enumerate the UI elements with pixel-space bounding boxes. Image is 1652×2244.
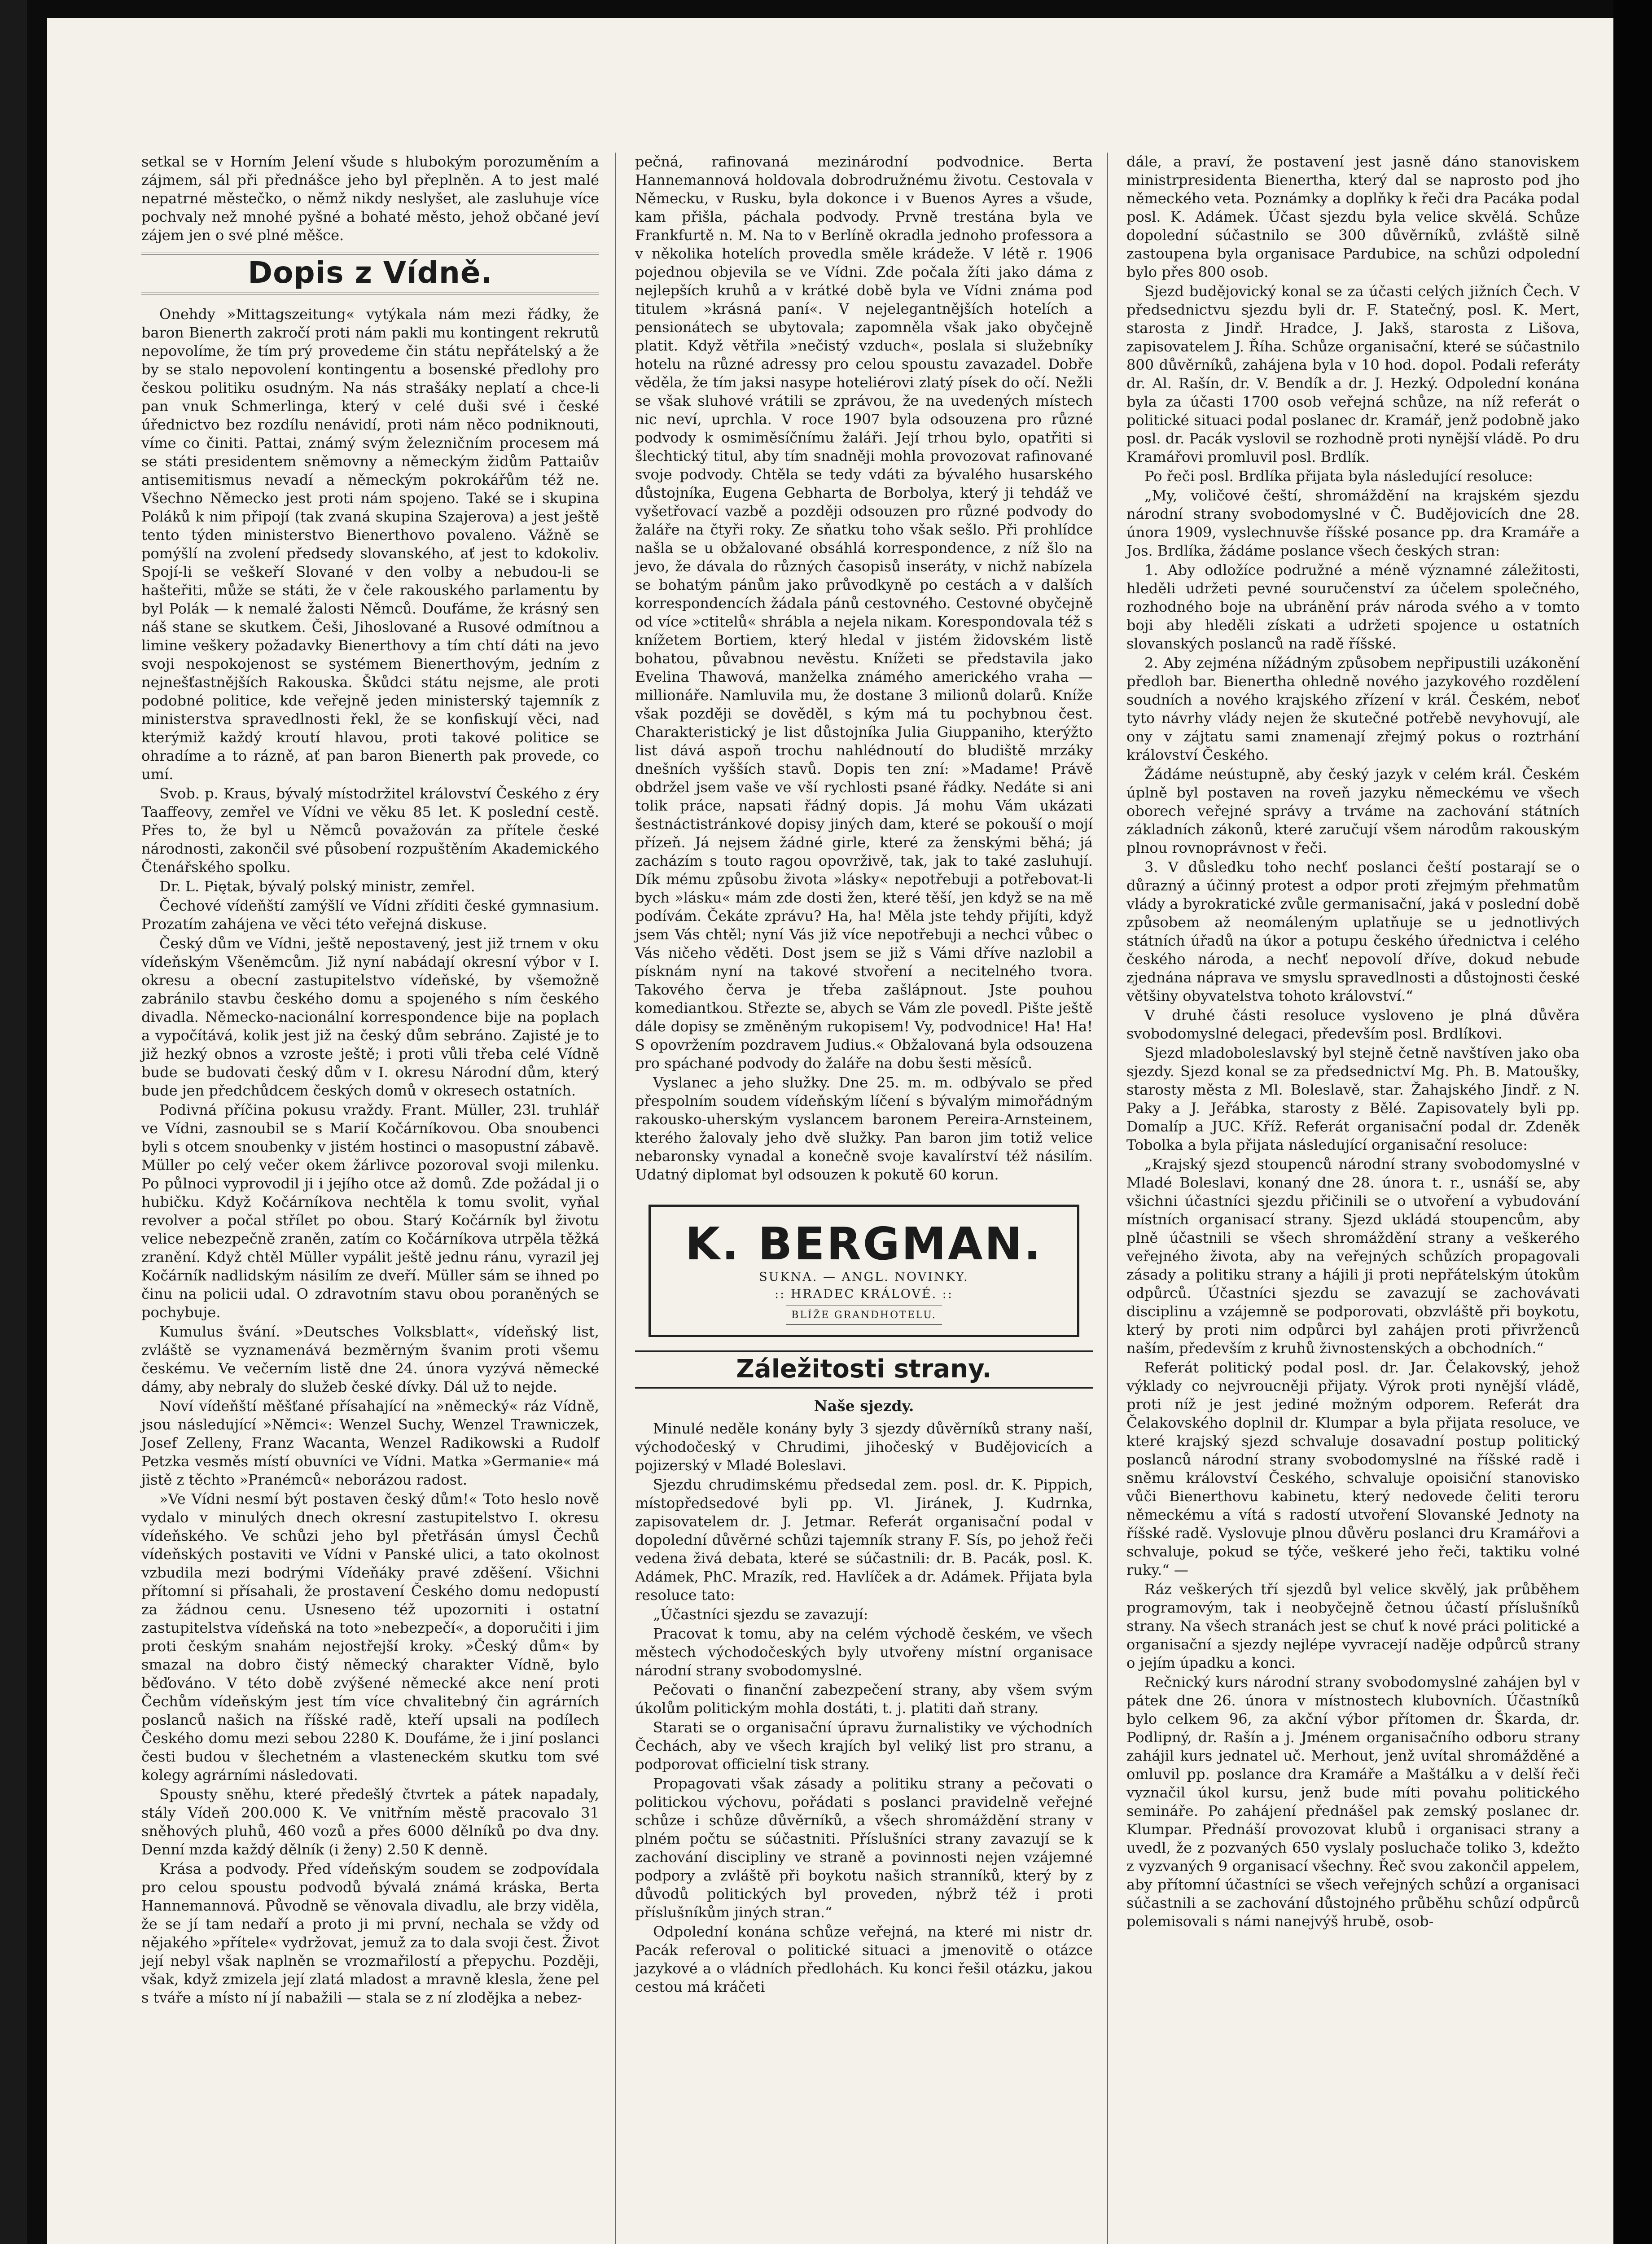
- scan-border-right: [1613, 0, 1652, 2244]
- article-paragraph: „Krajský sjezd stoupenců národní strany svobodomyslné v Mladé Boleslavi, konaný dne 28. února t. r., usnáší se, aby všichni účastníci sjezdu přičinili se o utvoření a vybudování místních organisací strany. Sjezd ukládá stoupencům, aby plně účastnili se všech shromáždění strany a veškerého veřejného života, aby na veřejných schůzích propagovali zásady a politiku strany a hájili ji proti nepřátelským útokům odpůrců. Účastníci sjezdu se zavazují se zachovávati disciplinu a vzájemně se podporovati, obzvláště při boykotu, který by proti nim odpůrci byl zahájen proti přivrženců naším, především z kruhů živnostenských a obchodních.“: [1126, 1156, 1580, 1357]
- article-paragraph: Pečovati o finanční zabezpečení strany, aby všem svým úkolům politickým mohla dostáti, t. j. platiti daň strany.: [635, 1681, 1093, 1717]
- newspaper-page: [47, 18, 1613, 2244]
- article-paragraph: Čechové vídeňští zamýšlí ve Vídni zříditi české gymnasium. Prozatím zahájena ve věci této veřejná diskuse.: [141, 897, 599, 933]
- ad-goods: SUKNA. — ANGL. NOVINKY.: [759, 1270, 969, 1284]
- article-paragraph: dále, a praví, že postavení jest jasně dáno stanoviskem ministrpresidenta Bienertha, který dal se naprosto pod jho německého veta. Poznámky a doplňky k řeči dra Pacáka podal posl. K. Adámek. Účast sjezdu byla velice skvělá. Schůze dopolední súčastnilo se 300 důvěrníků, zvláště silně zastoupena byla organisace Pardubice, na schůzi odpolední bylo přes 800 osob.: [1126, 153, 1580, 280]
- article-paragraph: Spousty sněhu, které předešlý čtvrtek a pátek napadaly, stály Vídeň 200.000 K. Ve vnitřním městě pracovalo 31 sněhových pluhů, 460 vozů a přes 6000 dělníků po dva dny. Denní mzda každý dělník (i ženy) 2.50 K denně.: [141, 1786, 599, 1858]
- intro-paragraph: setkal se v Horním Jelení všude s hlubokým porozuměním a zájmem, sál při přednášce jeho byl přeplněn. A to jest malé nepatrné městečko, o němž nikdy neslyšet, ale zasluhuje více pochvaly než mnohé pyšné a bohaté město, jehož občané jeví zájem jen o své plné měšce.: [141, 153, 599, 244]
- article-paragraph: Minulé neděle konány byly 3 sjezdy důvěrníků strany naší, východočeský v Chrudimi, jihočeský v Budějovicích a pojizerský v Mladé Boleslavi.: [635, 1420, 1093, 1474]
- article-paragraph: Starati se o organisační úpravu žurnalistiky ve východních Čechách, aby ve všech krajích byl veliký list pro stranu, a podporovat officielní tisk strany.: [635, 1719, 1093, 1773]
- article-paragraph: Vyslanec a jeho služky. Dne 25. m. m. odbývalo se před přespolním soudem vídeňským líčení s bývalým mimořádným rakousko-uherským vyslancem baronem Pereira-Arnsteinem, kterého žalovaly jeho dvě služky. Pan baron jim totiž velice nebaronsky vynadal a konečně svoje kavalírství též násilím. Udatný diplomat byl odsouzen k pokutě 60 korun.: [635, 1074, 1093, 1183]
- column-rule: [615, 153, 616, 2244]
- article-paragraph: Onehdy »Mittagszeitung« vytýkala nám mezi řádky, že baron Bienerth zakročí proti nám pakli mu kontingent rekrutů nepovolíme, že tím prý provedeme čin státu nepřátelský a že by se stalo nepovolení kontingentu a bosenské předlohy pro českou politiku osudným. Na nás strašáky neplatí a chce-li pan vnuk Schmerlinga, který v celé duši své i české úřednictvo bez rozdílu nenávidí, proti nám něco podniknouti, víme co činiti. Pattai, známý svým železničním procesem má se státi presidentem sněmovny a německým židům Pattaiův antisemitismus nevadí a německým pokrokářům též ne. Všechno Německo jest proti nám spojeno. Také se i skupina Poláků k nim připojí (tak zvaná skupina Szajerova) a jest ještě tento týden ministerstvo Bienerthovo povaleno. Vážně se pomýšlí na zvolení předsedy slovanského, ať jest to kdokoliv. Spojí-li se veškeří Slované v den volby a nebudou-li se hašteřiti, může se státi, že v čele rakouského parlamentu by byl Polák — k nemalé žalosti Němců. Doufáme, že krásný sen náš stane se skutkem. Češi, Jihoslované a Rusové odmítnou a limine veškery požadavky Bienerthovy a tím chtí dáti na jevo svoji nespokojenost se systémem Bienerthovým, jedním z nejnešťastnějších Rakouska. Škůdci státu nejsme, ale proti podobné politice, kde veřejně jeden ministerský tajemník z ministerstva spravedlnosti řekl, že se konfiskují věci, nad kterýmiž každý kroutí hlavou, proti takové politice se ohradíme a to rázně, ať pan baron Bienerth pak provede, co umí.: [141, 306, 599, 783]
- section-heading: Záležitosti strany.: [635, 1350, 1093, 1389]
- article-paragraph: Noví vídeňští měšťané přísahající na »německý« ráz Vídně, jsou následující »Němci«: Wenzel Suchy, Wenzel Trawniczek, Josef Zelleny, Franz Wacanta, Wenzel Radikowski a Rudolf Petzka vesměs místí obuvníci ve Vídni. Matka »Germanie« má jistě z těchto »Pranémců« neborázou radost.: [141, 1398, 599, 1488]
- article-paragraph: Sjezdu chrudimskému předsedal zem. posl. dr. K. Pippich, místopředsedové byli pp. Vl. Jiránek, J. Kudrnka, zapisovatelem dr. J. Jetmar. Referát organisační podal v dopolední důvěrné schůzi tajemník strany F. Sís, po jehož řeči vedena živá debata, které se súčastnili: dr. B. Pacák, posl. K. Adámek, PhC. Mrazík, red. Havlíček a dr. Adámek. Přijata byla resoluce tato:: [635, 1476, 1093, 1604]
- column-rule: [1107, 153, 1108, 2244]
- article-paragraph: „Účastníci sjezdu se zavazují:: [653, 1606, 868, 1623]
- article-paragraph: Ráz veškerých tří sjezdů byl velice skvělý, jak průběhem programovým, tak i neobyčejně četnou účastí příslušníků strany. Na všech stranách jest se chuť k nové práci politické a organisační a sjezdy nejlépe vyvracejí naděje odpůrců strany o jejím úpadku a konci.: [1126, 1581, 1580, 1671]
- article-paragraph: pečná, rafinovaná mezinárodní podvodnice. Berta Hannemannová holdovala dobrodružnému životu. Cestovala v Německu, v Rusku, byla dokonce i v Buenos Ayres a všude, kam přišla, páchala podvody. Prvně trestána byla ve Frankfurtě n. M. Na to v Berlíně okradla jednoho professora a v několika hotelích provedla směle krádeže. V létě r. 1906 pojednou objevila se ve Vídni. Zde počala žíti jako dáma z nejlepších kruhů a v krátké době byla ve Vídni známa pod titulem »krásná paní«. V nejelegantnějších hotelích a pensionátech se ubytovala; zapomněla však jako obyčejně platit. Když větřila »nečistý vzduch«, poslala si služebníky hotelu na různé adressy pro celou spoustu zavazadel. Dobře věděla, že tím jaksi nasype hoteliérovi zlatý písek do očí. Nežli se však sluhové vrátili se zprávou, že na uvedených místech nic neví, uprchla. V roce 1907 byla odsouzena pro různé podvody k osmiměsíčnímu žaláři. Její trhou bylo, opatřiti si šlechtický titul, aby tím snadněji mohla provozovat rafinované svoje podvody. Chtěla se tedy vdáti za bývalého husarského důstojníka, Eugena Gebharta de Borbolya, který ji tehdáž ve vyšetřovací vazbě a později odsouzen pro různé podvody do žaláře na čtyři roky. Ze sňatku toho však sešlo. Při prohlídce našla se u obžalované obsáhlá korrespondence, z níž šlo na jevo, že dávala do různých časopisů inseráty, v nichž nabízela se bohatým pánům jako průvodkyně po cestách a v dalších korrespondencích žádala pánů cestovného. Cestovné obyčejně od více »ctitelů« shrábla a nejela nikam. Korespondovala též s knížetem Bortiem, který hledal v jistém židovském listě bohatou, půvabnou nevěstu. Knížeti se představila jako Evelina Thawová, manželka známého amerického vraha — millionáře. Namluvila mu, že dostane 3 milionů dolarů. Kníže však později se dověděl, s kým má tu pochybnou čest. Charakteristický je list důstojníka Julia Giuppaniho, kterýžto list dává aspoň trochu nahlédnoutí do bludiště mrzáky dnešních vyšších stavů. Dopis ten zní: »Madame! Právě obdržel jsem vaše ve vší rychlosti psané řádky. Nedáte si ani tolik práce, napsati řádný dopis. Já mohu Vám ukázati šestnáctistránkové dopisy jiných dam, které se pokouší o mojí přízeň. Já nejsem žádné girle, které za ženskými běhá; já zacházím s touto ragou opovrživě, tak, jak to také zasluhují. Dík mému způsobu života »lásky« nepotřebuji a potřebovat-li bych »lásku« mám zde dosti žen, které těší, jen když se na mě podívám. Čekáte zprávu? Ha, ha! Měla jste tehdy přijíti, když jsem Vás chtěl; nyní Vás již více nepotřebuji a nechci vůbec o Vás ničeho věděti. Dost jsem se již s Vámi dříve nazlobil a písknám nyní na takové stvoření a necitelného tvora. Takového červa je třeba zašlápnout. Jste pouhou komediantkou. Střezte se, abych se Vám zle povedl. Pište ještě dále dopisy se změněným rukopisem! Vy, podvodnice! Ha! Ha! S opovržením pozdravem Judius.« Obžalovaná byla odsouzena pro spáchané podvody do žaláře na dobu šesti měsíců.: [635, 153, 1093, 1072]
- article-paragraph: Žádáme neústupně, aby český jazyk v celém král. Českém úplně byl postaven na roveň jazyku německému ve všech oborech veřejné správy a trváme na zachování státních základních zákonů, které zaručují všem národům rakouským plnou rovnoprávnost v řeči.: [1126, 766, 1580, 856]
- article-paragraph: Svob. p. Kraus, bývalý místodržitel království Českého z éry Taaffeovy, zemřel ve Vídni ve věku 85 let. K poslední cestě. Přes to, že byl u Němců považován za přítele české národnosti, zakončil své působení rozpuštěním Akademického Čtenářského spolku.: [141, 785, 599, 876]
- column-1: [141, 153, 599, 2008]
- article-paragraph: Krása a podvody. Před vídeňským soudem se zodpovídala pro celou spoustu podvodů bývalá známá kráska, Berta Hannemannová. Původně se věnovala divadlu, ale brzy viděla, že se jí tam nedaří a proto ji mi první, nechala se vždy od nějakého »přítele« vydržovat, jemuž za to dala svoji čest. Život její nebyl však naplněn se vrozmařilostí a přepychu. Později, však, když zmizela její zlatá mladost a mravně klesla, žene pel s tváře a místo ní jí nabažili — stala se z ní zlodějka a nebez-: [141, 1860, 599, 2006]
- column-2: [635, 153, 1093, 1997]
- article-paragraph: Pracovat k tomu, aby na celém východě českém, ve všech městech východočeských byly utvořeny místní organisace národní strany svobodomyslné.: [635, 1625, 1093, 1679]
- article-paragraph: »Ve Vídni nesmí být postaven český dům!« Toto heslo nově vydalo v minulých dnech okresní zastupitelstvo I. okresu vídeňského. Ve schůzi jeho byl přetřásán úmysl Čechů vídeňských postaviti ve Vídni v Panské ulici, a tato okolnost vzbudila mezi bodrými Vídeňáky pravé zděšení. Všichni přítomní si přísahali, že prostavení Českého domu nedopustí za žádnou cenu. Usneseno též upozorniti i ostatní zastupitelstva vídeňská na toto »nebezpečí«, a doporučiti i jim proti českým snahám nejostřejší kroky. »Český dům« by smazal na dobro čistý německý charakter Vídně, bylo běďováno. V této době zvýšené německé akce není proti Čechům vídeňským jest tím více chvalitebný čin agrárních poslanců našich na říšské radě, kteří upsali na podílech Českého domu mezi sebou 2280 K. Doufáme, že i jiní poslanci česti budou v šlechetném a vlasteneckém skutku tom své kolegy agrárními následovati.: [141, 1490, 599, 1784]
- article-paragraph: Sjezd budějovický konal se za účasti celých jižních Čech. V předsednictvu sjezdu byli dr. F. Statečný, posl. K. Mert, starosta z Jindř. Hradce, J. Jakš, starosta z Lišova, zapisovatelem J. Říha. Schůze organisační, které se súčastnilo 800 důvěrníků, zahájena byla v 10 hod. dopol. Podali referáty dr. Al. Rašín, dr. V. Bendík a dr. J. Hezký. Odpolední konána byla za účasti 1700 osob veřejná schůze, na níž referát o politické situaci podal poslanec dr. Kramář, jenž podobně jako posl. dr. Pacák vyslovil se rozhodně proti nynější vládě. Po dru Kramářovi promluvil posl. Brdlík.: [1126, 283, 1580, 465]
- article-paragraph: 2. Aby zejména nížádným způsobem nepřipustili uzákonění předloh bar. Bienertha ohledně nového jazykového rozdělení soudních a nového krajského zřízení v král. Českém, neboť tyto návrhy vlády nejen že skutečné potřebě nevyhovují, ale ony v zájtatu sami znamenají zřejmý pokus o roztrhání království Českého.: [1126, 654, 1580, 763]
- article-paragraph: Odpolední konána schůze veřejná, na které mi nistr dr. Pacák referoval o politické situaci a jmenovitě o otázce jazykové a o vládních předlohách. Ku konci řešil otázku, jakou cestou má kráčeti: [635, 1923, 1093, 1995]
- article-paragraph: Sjezd mladoboleslavský byl stejně četně navštíven jako oba sjezdy. Sjezd konal se za předsednictví Mg. Ph. B. Matoušky, starosty města z Ml. Boleslavě, star. Žahajského Jindř. z N. Paky a J. Jeřábka, starosty z Bělé. Zapisovately byli pp. Domalíp a JUC. Kříž. Referát organisační podal dr. Zdeněk Tobolka a byla přijata následující organisační resoluce:: [1126, 1044, 1580, 1153]
- article-paragraph: Podivná příčina pokusu vraždy. Frant. Müller, 23l. truhlář ve Vídni, zasnoubil se s Marií Kočárníkovou. Oba snoubenci byli s otcem snoubenky v jistém hostinci o masopustní zábavě. Müller po celý večer okem žárlivce pozoroval svoji milenku. Po půlnoci vyprovodil ji i jejího otce až domů. Zde požádal ji o hubičku. Když Kočárníkova nechtěla k tomu svolit, vyňal revolver a počal střílet po obou. Starý Kočárník byl životu velice nebezpečně zraněn, zatím co Kočárníkova utrpěla těžká zranění. Když chtěl Müller vypálit ještě jednu ránu, vyrazil jej Kočárník nadlidským násilím ze dveří. Müller sám se ihned po činu na policii udal. O zdravotním stavu obou poraněných se pochybuje.: [141, 1101, 599, 1321]
- article-paragraph: 3. V důsledku toho nechť poslanci čeští postarají se o důrazný a účinný protest a odpor proti zřejmým přehmatům vlády a byrokratické zvůle germanisační, jaká v poslední době způsobem až neomáleným uplatňuje se u jednotlivých státních úřadů na úkor a potupu českého úřednictva i celého českého národa, a nechť nepovolí dříve, dokud nebude zjednána náprava ve smyslu spravedlnosti a důstojnosti české většiny obyvatelstva tohoto království.“: [1126, 859, 1580, 1004]
- ad-town: :: HRADEC KRÁLOVÉ. ::: [775, 1287, 953, 1301]
- scan-border-left: [0, 0, 27, 2244]
- article-paragraph: Referát politický podal posl. dr. Jar. Čelakovský, jehož výklady co nejvroucněji přijaty. Výrok proti nynější vládě, proti níž je jest jediné možným odporem. Referát dra Čelakovského doplnil dr. Klumpar a byla přijata resoluce, ve které krajský sjezd schvaluje dosavadní postup politický poslanců národní strany svobodomyslné na říšské radě i sněmu království Českého, schvaluje opoisiční stanovisko vůči Bienerthovu kabinetu, který nedovede čeliti teroru německému a vítá s radostí utvoření Slovanské Jednoty na říšské radě. Vyslovuje plnou důvěru poslanci dru Kramářovi a schvaluje, pokud se týče, veškeré jeho řeči, taktiku volné ruky.“ —: [1126, 1359, 1580, 1578]
- article-paragraph: V druhé části resoluce vysloveno je plná důvěra svobodomyslné delegaci, především posl. Brdlíkovi.: [1126, 1007, 1580, 1042]
- article-paragraph: Kumulus švání. »Deutsches Volksblatt«, vídeňský list, zvláště se vyznamenává bezměrným švanim proti všemu českému. Ve večerním listě dne 24. února vyzývá německé dámy, aby nebraly do služeb české dívky. Dál už to nejde.: [141, 1323, 599, 1395]
- article-paragraph: Rečnický kurs národní strany svobodomyslné zahájen byl v pátek dne 26. února v místnostech klubovních. Účastníků bylo celkem 96, za akční výbor přítomen dr. Škarda, dr. Podlipný, dr. Rašín a j. Jménem organisačního odboru strany zahájil kurs jednatel uč. Merhout, jenž uvítal shromážděné a omluvil pp. poslance dra Kramáře a Maštálku a v delší řeči vyznačil úkol kursu, jenž bude míti povahu politického semináře. Po zahájení přednášel pak zemský poslanec dr. Klumpar. Přednáší provozovat klubů i organisaci strany a uvedl, že z pozvaných 650 vyslaly posluchače toliko 3, kdežto z vyzvaných 9 organisací všechny. Řeč svou zakončil appelem, aby přítomní účastníci se všech veřejných schůzí a organisaci súčastnili a se zachování důstojného průběhu schůzí odpůrců polemisovali s námi nanejvýš hrubě, osob-: [1126, 1674, 1580, 1930]
- section-subheading: Naše sjezdy.: [814, 1397, 914, 1415]
- article-paragraph: Po řeči posl. Brdlíka přijata byla následující resoluce:: [1144, 468, 1533, 485]
- article-paragraph: 1. Aby odložíce podružné a méně významné záležitosti, hleděli udržeti pevné souručenství za účelem společného, rozhodného boje na ubránění práv národa svého a v tomto boji aby hleděli získati a udržeti spojence u ostatních slovanských poslanců na radě říšské.: [1126, 561, 1580, 652]
- column-3: [1126, 153, 1580, 1932]
- ad-company-name: K. BERGMAN.: [685, 1218, 1043, 1270]
- article-paragraph: „My, voličové čeští, shromáždění na krajském sjezdu národní strany svobodomyslné v Č. Budějovicích dne 28. února 1909, vyslechnuvše říšské posance pp. dra Kramáře a Jos. Brdlíka, žádáme poslance všech českých stran:: [1126, 487, 1580, 559]
- ad-location: BLÍŽE GRANDHOTELU.: [786, 1306, 942, 1325]
- article-paragraph: Český dům ve Vídni, ještě nepostavený, jest již trnem v oku vídeňským Všeněmcům. Již nyní nabádají okresní výbor v I. okresu a obecní zastupitelstvo vídeňské, by všemožně zabránilo stavbu českého domu a spojeného s ním českého divadla. Německo-nacionální korrespondence bije na poplach a vypočítává, kolik jest již na český dům sebráno. Zajisté je to již hezký obnos a vzroste ještě; i proti vůli třeba celé Vídně bude se budovati český dům v I. okresu Národní dům, který bude jen předchůdcem českých domů v okresech ostatních.: [141, 935, 599, 1099]
- article-paragraph: Propagovati však zásady a politiku strany a pečovati o politickou výchovu, pořádati s poslanci pravidelně veřejné schůze i schůze důvěrníků, a všech shromáždění strany v plném počtu se súčastniti. Příslušníci strany zavazují se k zachování discipliny ve straně a povinnosti nejen vzájemné podpory a zvláště při boykotu našich stranníků, který by z důvodů politických byl proveden, nýbrž též i proti příslušníkům jiných stran.“: [635, 1775, 1093, 1921]
- article-heading: Dopis z Vídně.: [141, 253, 599, 294]
- article-paragraph: Dr. L. Piętak, bývalý polský ministr, zemřel.: [159, 878, 475, 895]
- advertisement-box: [649, 1205, 1079, 1337]
